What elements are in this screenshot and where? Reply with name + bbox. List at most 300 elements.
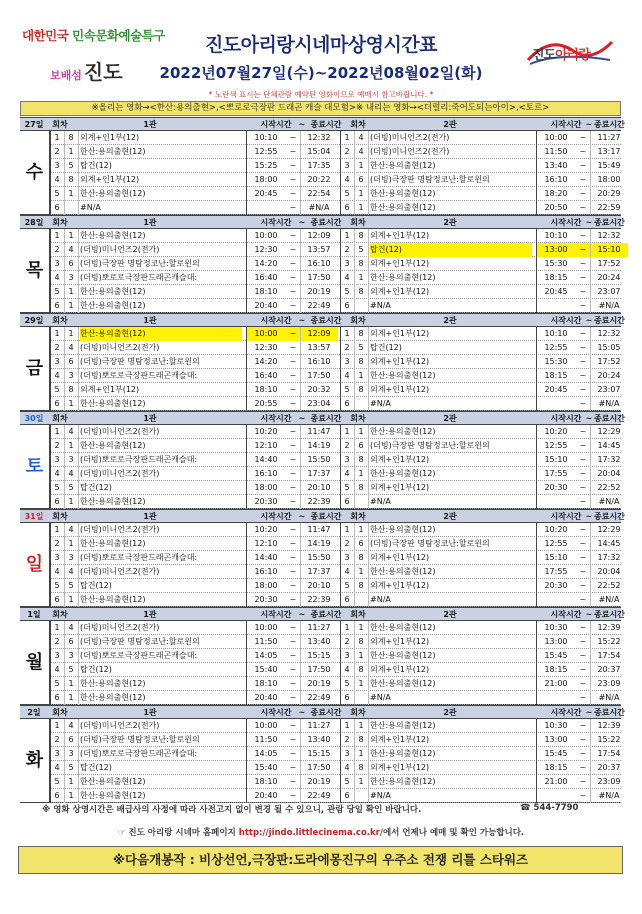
schedule-row: [50, 593, 340, 607]
end-time: 16:10: [307, 357, 331, 366]
movie-number: 1: [68, 679, 74, 688]
column-divider: [536, 229, 537, 313]
tilde-label: ~: [585, 414, 593, 423]
movie-number: 4: [358, 133, 364, 142]
tilde-label: ~: [585, 316, 593, 325]
page-title: 진도아리랑시네마상영시간표: [204, 34, 438, 56]
schedule-row: [50, 453, 340, 467]
start-time: 10:10: [254, 133, 278, 142]
start-time: 20:30: [544, 581, 568, 590]
schedule-row: [50, 369, 340, 383]
round-number: 1: [54, 231, 60, 240]
round-number: 1: [344, 231, 350, 240]
start-time: [246, 201, 286, 215]
column-divider: [536, 425, 537, 509]
end-time: 15:49: [597, 161, 621, 170]
column-divider: [354, 229, 355, 313]
end-label: 종료시간: [594, 512, 625, 521]
time-tilde: ~: [289, 693, 297, 702]
schedule-row: [50, 691, 340, 705]
round-label: 회차: [52, 414, 68, 423]
column-divider: [78, 719, 79, 803]
day-date: 27일: [24, 120, 44, 129]
round-label: 회차: [52, 512, 68, 521]
round-number: 1: [344, 133, 350, 142]
schedule-row: [50, 257, 340, 271]
round-number: 1: [54, 623, 60, 632]
movie-title: 외계+인1부(12): [370, 259, 430, 268]
round-number: 2: [54, 539, 60, 548]
end-label: 종료시간: [310, 316, 342, 325]
start-time: 10:00: [254, 721, 278, 730]
end-label: 종료시간: [594, 708, 625, 717]
movie-number: 6: [358, 441, 364, 450]
movie-number: 8: [358, 385, 364, 394]
movie-title: #N/A: [370, 693, 391, 702]
movie-number: [354, 789, 368, 803]
round-number: 4: [54, 567, 60, 576]
column-divider: [354, 425, 355, 509]
end-time: 20:10: [307, 483, 331, 492]
column-divider: [590, 719, 591, 803]
movie-title: (더빙)미니언즈2(전가): [370, 147, 450, 156]
time-tilde: ~: [289, 567, 297, 576]
start-time: 17:55: [544, 469, 568, 478]
start-time: 20:40: [254, 791, 278, 800]
column-divider: [246, 131, 247, 215]
column-divider: [300, 425, 301, 509]
day-date: 1일: [27, 610, 41, 619]
round-number: 2: [344, 343, 350, 352]
movie-title: (더빙)극장판 명탐정코난:할로윈의: [80, 357, 200, 366]
end-time: 13:17: [597, 147, 621, 156]
movie-number: 1: [68, 791, 74, 800]
movie-title: 한산:용의출현(12): [80, 327, 242, 341]
movie-title: (더빙)뽀로로극장판드래곤캐슬대:: [80, 455, 198, 464]
schedule-row: [50, 145, 340, 159]
start-time: 12:10: [254, 539, 278, 548]
end-time: 17:54: [597, 651, 621, 660]
column-divider: [78, 229, 79, 313]
homepage-link[interactable]: http://jindo.littlecinema.co.kr/: [238, 828, 383, 838]
end-time: 15:04: [307, 147, 331, 156]
hall2-label: 2관: [443, 414, 457, 423]
time-tilde: ~: [289, 357, 297, 366]
round-number: 4: [344, 175, 350, 184]
footer-homepage: ☞ 진도 아리랑 시네마 홈페이지 http://jindo.littlecinema.co.kr/에서 언제나 예매 및 확인 가능합니다.: [117, 828, 525, 838]
schedule-row: [50, 243, 340, 257]
schedule-row: [50, 467, 340, 481]
tilde-label: ~: [585, 512, 593, 521]
movie-title: 한산:용의출현(12): [370, 273, 436, 282]
movie-title: 한산:용의출현(12): [370, 679, 436, 688]
schedule-row: [50, 341, 340, 355]
column-divider: [368, 131, 369, 215]
schedule-row: [50, 551, 340, 565]
movie-title: 한산:용의출현(12): [370, 203, 436, 212]
tilde-label: ~: [298, 120, 306, 129]
movie-number: 8: [358, 763, 364, 772]
movie-number: 5: [68, 161, 74, 170]
movie-number: [64, 201, 78, 215]
end-time: 20:22: [307, 175, 331, 184]
movie-title: #N/A: [370, 301, 391, 310]
time-tilde: ~: [289, 245, 297, 254]
time-tilde: ~: [579, 329, 587, 338]
round-number: 1: [344, 721, 350, 730]
end-label: 종료시간: [594, 414, 625, 423]
schedule-row: [50, 173, 340, 187]
start-time: 20:30: [254, 595, 278, 604]
movie-title: 한산:용의출현(12): [80, 791, 146, 800]
end-time: 20:29: [597, 189, 621, 198]
highlight-note: * 노란색 표시는 단체관람 예약된 영화이므로 예매시 참고바랍니다. *: [208, 90, 434, 99]
movie-number: 1: [68, 539, 74, 548]
column-divider: [590, 425, 591, 509]
time-tilde: ~: [579, 735, 587, 744]
movie-title: (더빙)뽀로로극장판드래곤캐슬대:: [80, 371, 198, 380]
logo-left-line1: 대한민국 민속문화예술특구: [22, 28, 165, 43]
start-time: [536, 495, 576, 509]
round-number: 5: [344, 385, 350, 394]
column-divider: [50, 719, 51, 803]
movie-number: 3: [68, 455, 74, 464]
end-time: 17:37: [307, 567, 331, 576]
movie-number: 8: [68, 133, 74, 142]
movie-title: (더빙)미니언즈2(전가): [80, 721, 160, 730]
movie-number: 1: [358, 427, 364, 436]
start-time: 15:10: [544, 455, 568, 464]
end-time: 12:29: [597, 525, 621, 534]
movie-title: 한산:용의출현(12): [370, 189, 436, 198]
time-tilde: ~: [289, 231, 297, 240]
schedule-row: [50, 159, 340, 173]
movie-number: 1: [358, 189, 364, 198]
day-of-week: 토: [20, 425, 50, 509]
round-number: 5: [54, 385, 60, 394]
movie-number: 1: [68, 595, 74, 604]
time-tilde: ~: [579, 161, 587, 170]
time-tilde: ~: [579, 791, 587, 800]
round-label: 회차: [52, 218, 68, 227]
end-time: 20:32: [307, 385, 331, 394]
movie-title: #N/A: [80, 203, 101, 212]
day-block: [20, 215, 625, 313]
schedule-row: [340, 677, 621, 691]
movie-title: 한산:용의출현(12): [370, 469, 436, 478]
hall2-label: 2관: [443, 708, 457, 717]
start-time: 20:30: [544, 483, 568, 492]
hall2-label: 2관: [443, 316, 457, 325]
column-divider: [300, 719, 301, 803]
column-divider: [354, 131, 355, 215]
schedule-row: [50, 677, 340, 691]
end-label: 종료시간: [310, 610, 342, 619]
start-time: 20:45: [544, 287, 568, 296]
movie-title: 탑건(12): [80, 581, 112, 590]
schedule-row: [340, 593, 621, 607]
end-time: #N/A: [308, 203, 330, 212]
movie-number: 1: [358, 371, 364, 380]
movie-title: 외계+인1부(12): [370, 287, 430, 296]
start-time: 13:00: [544, 637, 568, 646]
column-divider: [78, 327, 79, 411]
time-tilde: ~: [289, 385, 297, 394]
time-tilde: ~: [579, 693, 587, 702]
day-date: 2일: [27, 708, 41, 717]
day-of-week: 금: [20, 327, 50, 411]
movie-number: 1: [68, 189, 74, 198]
schedule-row: [50, 663, 340, 677]
time-tilde: ~: [289, 791, 297, 800]
round-number: 3: [344, 259, 350, 268]
start-time: 13:40: [544, 161, 568, 170]
movie-number: 4: [68, 245, 74, 254]
time-tilde: ~: [286, 327, 300, 341]
start-time: 11:50: [254, 637, 278, 646]
round-number: 1: [54, 133, 60, 142]
time-tilde: ~: [579, 721, 587, 730]
round-number: 2: [344, 735, 350, 744]
time-tilde: ~: [579, 231, 587, 240]
end-time: 11:27: [307, 623, 331, 632]
column-divider: [64, 327, 65, 411]
start-time: 21:00: [544, 679, 568, 688]
round-number: 4: [54, 469, 60, 478]
column-divider: [340, 131, 341, 215]
time-tilde: ~: [289, 777, 297, 786]
time-tilde: ~: [579, 595, 587, 604]
day-header: [20, 313, 625, 327]
movie-title: 외계+인1부(12): [370, 665, 430, 674]
schedule-row: [340, 397, 621, 411]
round-number: 1: [54, 329, 60, 338]
time-tilde: ~: [289, 637, 297, 646]
round-number: 6: [344, 595, 350, 604]
movie-title: 외계+인1부(12): [80, 175, 140, 184]
movie-number: 1: [358, 651, 364, 660]
movie-title: (더빙)극장판 명탐정코난:할로윈의: [80, 637, 200, 646]
column-divider: [536, 327, 537, 411]
movie-number: 1: [358, 203, 364, 212]
schedule-row: [50, 789, 340, 803]
movie-number: 6: [68, 735, 74, 744]
movie-number: 4: [68, 623, 74, 632]
movie-title: 탑건(12): [80, 483, 112, 492]
round-number: 3: [54, 651, 60, 660]
column-divider: [78, 131, 79, 215]
time-tilde: ~: [289, 553, 297, 562]
day-of-week: 월: [20, 621, 50, 705]
column-divider: [536, 621, 537, 705]
movie-number: 3: [68, 651, 74, 660]
movie-title: 외계+인1부(12): [370, 637, 430, 646]
movie-title: 한산:용의출현(12): [80, 147, 146, 156]
schedule-row: [50, 761, 340, 775]
end-time: 17:50: [307, 763, 331, 772]
round-number: 3: [344, 357, 350, 366]
start-time: 20:40: [254, 693, 278, 702]
schedule-row: [50, 187, 340, 201]
start-time: 16:10: [254, 567, 278, 576]
movie-number: 8: [68, 175, 74, 184]
logo-right-text: 진도아리랑: [532, 48, 590, 63]
movie-title: (더빙)극장판 명탐정코난:할로윈의: [370, 441, 490, 450]
end-time: 12:32: [597, 231, 621, 240]
movie-title: 한산:용의출현(12): [370, 525, 436, 534]
time-tilde: ~: [579, 287, 587, 296]
schedule-row: [340, 719, 621, 733]
movie-title: 외계+인1부(12): [80, 133, 140, 142]
column-divider: [590, 229, 591, 313]
round-number: 6: [54, 497, 60, 506]
movie-title: (더빙)극장판 명탐정코난:할로윈의: [80, 259, 200, 268]
schedule-row: [50, 285, 340, 299]
movie-number: 8: [358, 357, 364, 366]
start-label: 시작시간: [260, 316, 292, 325]
movie-title: 탑건(12): [370, 243, 532, 257]
schedule-row: [340, 579, 621, 593]
end-time: #N/A: [598, 301, 620, 310]
round-number: 1: [54, 721, 60, 730]
movie-number: 5: [68, 763, 74, 772]
time-tilde: ~: [579, 623, 587, 632]
movie-number: 8: [358, 259, 364, 268]
time-tilde: ~: [289, 301, 297, 310]
start-label: 시작시간: [550, 120, 582, 129]
time-tilde: ~: [289, 469, 297, 478]
column-divider: [354, 719, 355, 803]
start-time: 12:30: [254, 343, 278, 352]
round-label: 회차: [350, 218, 366, 227]
time-tilde: ~: [579, 441, 587, 450]
movie-title: 한산:용의출현(12): [80, 693, 146, 702]
round-number: 5: [54, 777, 60, 786]
time-tilde: ~: [289, 595, 297, 604]
end-time: 20:10: [307, 581, 331, 590]
column-divider: [368, 523, 369, 607]
movie-title: 탑건(12): [80, 665, 112, 674]
column-divider: [590, 131, 591, 215]
schedule-row: [50, 523, 340, 537]
start-time: 15:30: [544, 357, 568, 366]
movie-title: #N/A: [370, 399, 391, 408]
movie-title: #N/A: [370, 791, 391, 800]
movie-number: [354, 495, 368, 509]
movie-title: 한산:용의출현(12): [370, 777, 436, 786]
movie-title: 한산:용의출현(12): [80, 399, 146, 408]
round-number: 3: [54, 259, 60, 268]
start-time: 15:25: [254, 161, 278, 170]
tilde-label: ~: [298, 218, 306, 227]
time-tilde: ~: [579, 665, 587, 674]
movie-title: 한산:용의출현(12): [370, 721, 436, 730]
end-label: 종료시간: [310, 708, 342, 717]
time-tilde: ~: [579, 497, 587, 506]
start-label: 시작시간: [260, 610, 292, 619]
round-number: 6: [54, 791, 60, 800]
time-tilde: ~: [289, 455, 297, 464]
round-number: 2: [344, 539, 350, 548]
movie-number: 1: [68, 777, 74, 786]
movie-number: 3: [68, 371, 74, 380]
round-number: 5: [344, 777, 350, 786]
start-time: 15:45: [544, 651, 568, 660]
time-tilde: ~: [579, 749, 587, 758]
end-time: 22:39: [307, 595, 331, 604]
end-time: #N/A: [598, 497, 620, 506]
day-of-week: 화: [20, 719, 50, 803]
round-number: 1: [54, 427, 60, 436]
end-time: 18:00: [597, 175, 621, 184]
movie-title: 한산:용의출현(12): [80, 595, 146, 604]
round-label: 회차: [350, 512, 366, 521]
start-time: 18:00: [254, 581, 278, 590]
day-of-week: 일: [20, 523, 50, 607]
schedule-row: [50, 733, 340, 747]
time-tilde: ~: [579, 469, 587, 478]
time-tilde: ~: [289, 175, 297, 184]
column-divider: [64, 131, 65, 215]
schedule-row: [50, 621, 340, 635]
round-number: 4: [344, 273, 350, 282]
column-divider: [340, 719, 341, 803]
movie-number: [354, 691, 368, 705]
movie-title: 외계+인1부(12): [370, 553, 430, 562]
schedule-row: [50, 397, 340, 411]
end-time: 22:52: [597, 581, 621, 590]
round-number: 5: [344, 287, 350, 296]
movie-number: 8: [358, 483, 364, 492]
start-time: 18:15: [544, 665, 568, 674]
schedule-row: [340, 201, 621, 215]
end-time: 14:19: [307, 539, 331, 548]
end-time: 17:50: [307, 273, 331, 282]
movie-title: 한산:용의출현(12): [370, 651, 436, 660]
time-tilde: ~: [579, 203, 587, 212]
movie-title: 한산:용의출현(12): [370, 567, 436, 576]
start-time: 12:55: [544, 343, 568, 352]
end-time: 14:19: [307, 441, 331, 450]
start-time: 10:30: [544, 623, 568, 632]
schedule-row: [50, 747, 340, 761]
column-divider: [64, 719, 65, 803]
round-number: 6: [344, 497, 350, 506]
column-divider: [354, 523, 355, 607]
end-time: 15:22: [597, 637, 621, 646]
start-time: 10:20: [544, 427, 568, 436]
time-tilde: ~: [289, 161, 297, 170]
start-time: 18:00: [254, 483, 278, 492]
start-label: 시작시간: [550, 414, 582, 423]
end-time: 12:39: [597, 623, 621, 632]
movie-title: 한산:용의출현(12): [80, 301, 146, 310]
column-divider: [50, 131, 51, 215]
round-number: 4: [54, 763, 60, 772]
time-tilde: ~: [289, 343, 297, 352]
start-time: 12:55: [544, 441, 568, 450]
time-tilde: ~: [579, 385, 587, 394]
day-header: [20, 411, 625, 425]
schedule-row: [340, 355, 621, 369]
day-date: 31일: [24, 512, 44, 521]
round-number: 4: [344, 371, 350, 380]
end-label: 종료시간: [594, 120, 625, 129]
start-time: 15:40: [254, 763, 278, 772]
round-label: 회차: [350, 708, 366, 717]
end-time: 11:47: [307, 525, 331, 534]
column-divider: [368, 229, 369, 313]
